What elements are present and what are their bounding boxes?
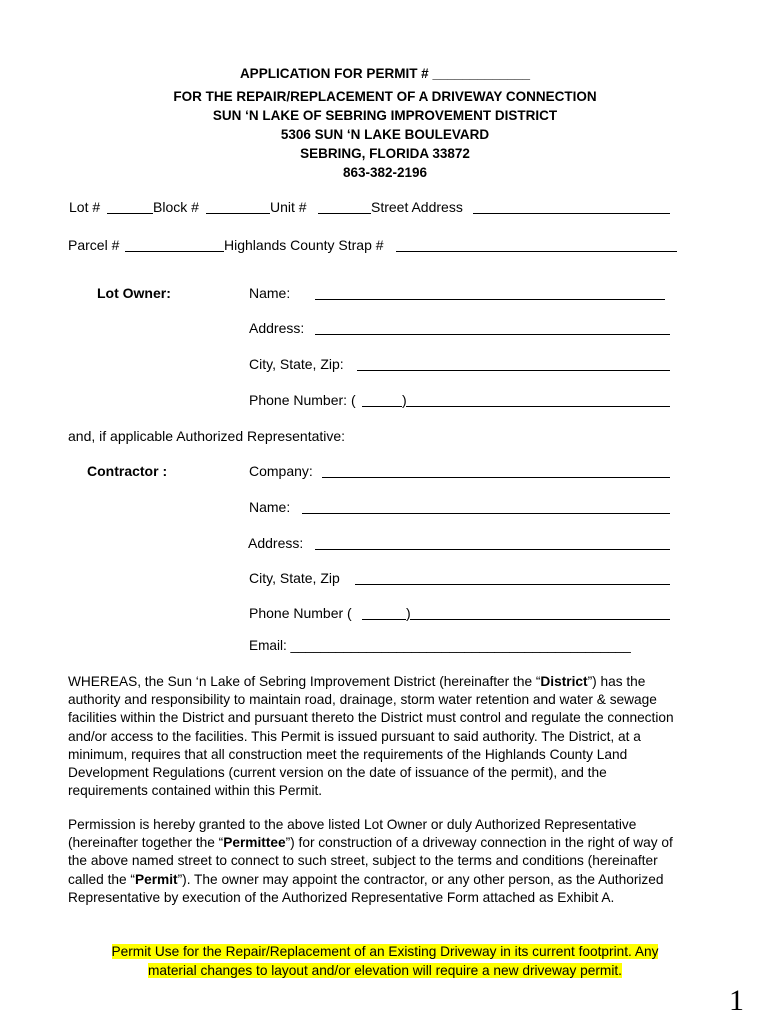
unit-label: Unit #: [270, 199, 307, 215]
district-term: District: [540, 674, 588, 689]
contractor-phone-field[interactable]: [410, 619, 670, 620]
owner-city-field[interactable]: [357, 370, 670, 371]
contractor-email-label: Email: _____________________________________________: [249, 638, 631, 653]
parcel-label: Parcel #: [68, 237, 120, 253]
permit-title: APPLICATION FOR PERMIT # _____________: [239, 66, 531, 81]
contractor-phone-close: ): [406, 605, 411, 621]
contractor-address-label: Address:: [248, 535, 304, 551]
page-number: 1: [729, 984, 744, 1017]
permittee-term: Permittee: [223, 835, 286, 851]
owner-phone-label: Phone Number: (: [249, 392, 356, 408]
contractor-phone-area-field[interactable]: [362, 619, 406, 620]
lot-label: Lot #: [69, 199, 101, 215]
contractor-name-label: Name:: [249, 499, 291, 515]
street-address-field[interactable]: [473, 213, 670, 214]
permission-paragraph: [68, 816, 680, 907]
permit-term: Permit: [134, 871, 178, 887]
owner-address-label: Address:: [249, 320, 305, 336]
district-city: SEBRING, FLORIDA 33872: [300, 146, 470, 161]
parcel-field[interactable]: [125, 251, 224, 252]
contractor-city-field[interactable]: [355, 584, 670, 585]
contractor-phone-label: Phone Number (: [249, 605, 352, 621]
company-label: Company:: [249, 463, 313, 479]
lot-owner-heading: Lot Owner:: [97, 285, 171, 301]
district-address: 5306 SUN ‘N LAKE BOULEVARD: [280, 127, 490, 142]
street-address-label: Street Address: [371, 199, 463, 215]
lot-field[interactable]: [107, 213, 153, 214]
notice-line-2: material changes to layout and/or elevation will require a new driveway permit.: [148, 963, 622, 978]
permission-text-c: ”) for construction of a driveway connection in the right of way of the above named street to connect to such street, subject to the terms and conditions (hereinafter called the “: [68, 835, 673, 887]
owner-phone-area-field[interactable]: [362, 406, 402, 407]
permission-text-a: Permission is hereby granted to the above listed Lot Owner or duly Authorized Representative (hereinafter together the “: [68, 817, 637, 851]
owner-name-label: Name:: [249, 285, 291, 301]
owner-name-field[interactable]: [315, 299, 665, 300]
whereas-text-rest: ”) has the authority and responsibility to maintain road, drainage, storm water retention and water & sewage facilities within the District and pursuant thereto the District must control and regulate the connection and/or access to the facilities. This Permit is issued pursuant to said authority. The District, at a minimum, requires that all construction meet the requirements of the Highlands County Land Development Regulations (current version on the date of issuance of the permit), and the requirements contained within this Permit.: [68, 674, 674, 799]
rep-intro: and, if applicable Authorized Representative:: [68, 428, 346, 444]
notice-line-1: Permit Use for the Repair/Replacement of an Existing Driveway in its current footprint. Any: [111, 944, 659, 959]
owner-phone-close: ): [402, 392, 407, 408]
permission-text-e: ”). The owner may appoint the contractor, or any other person, as the Authorized Representative by execution of the Authorized Representative Form attached as Exhibit A.: [68, 871, 664, 905]
company-field[interactable]: [322, 477, 670, 478]
block-field[interactable]: [206, 213, 270, 214]
contractor-name-field[interactable]: [302, 513, 670, 514]
contractor-heading: Contractor :: [87, 463, 168, 479]
permit-use-notice: [0, 942, 770, 980]
owner-phone-field[interactable]: [406, 406, 670, 407]
block-label: Block #: [153, 199, 199, 215]
unit-field[interactable]: [318, 213, 371, 214]
owner-address-field[interactable]: [315, 334, 670, 335]
strap-field[interactable]: [396, 251, 677, 252]
contractor-city-label: City, State, Zip: [249, 570, 340, 586]
permit-subtitle: FOR THE REPAIR/REPLACEMENT OF A DRIVEWAY CONNECTION: [173, 89, 597, 104]
district-name: SUN ‘N LAKE OF SEBRING IMPROVEMENT DISTRICT: [212, 108, 558, 123]
whereas-text-start: WHEREAS, the Sun ‘n Lake of Sebring Improvement District (hereinafter the “: [68, 674, 541, 689]
owner-city-label: City, State, Zip:: [249, 356, 344, 372]
strap-label: Highlands County Strap #: [224, 237, 384, 253]
whereas-paragraph: [68, 673, 680, 800]
district-phone: 863-382-2196: [342, 165, 428, 180]
contractor-address-field[interactable]: [315, 549, 670, 550]
